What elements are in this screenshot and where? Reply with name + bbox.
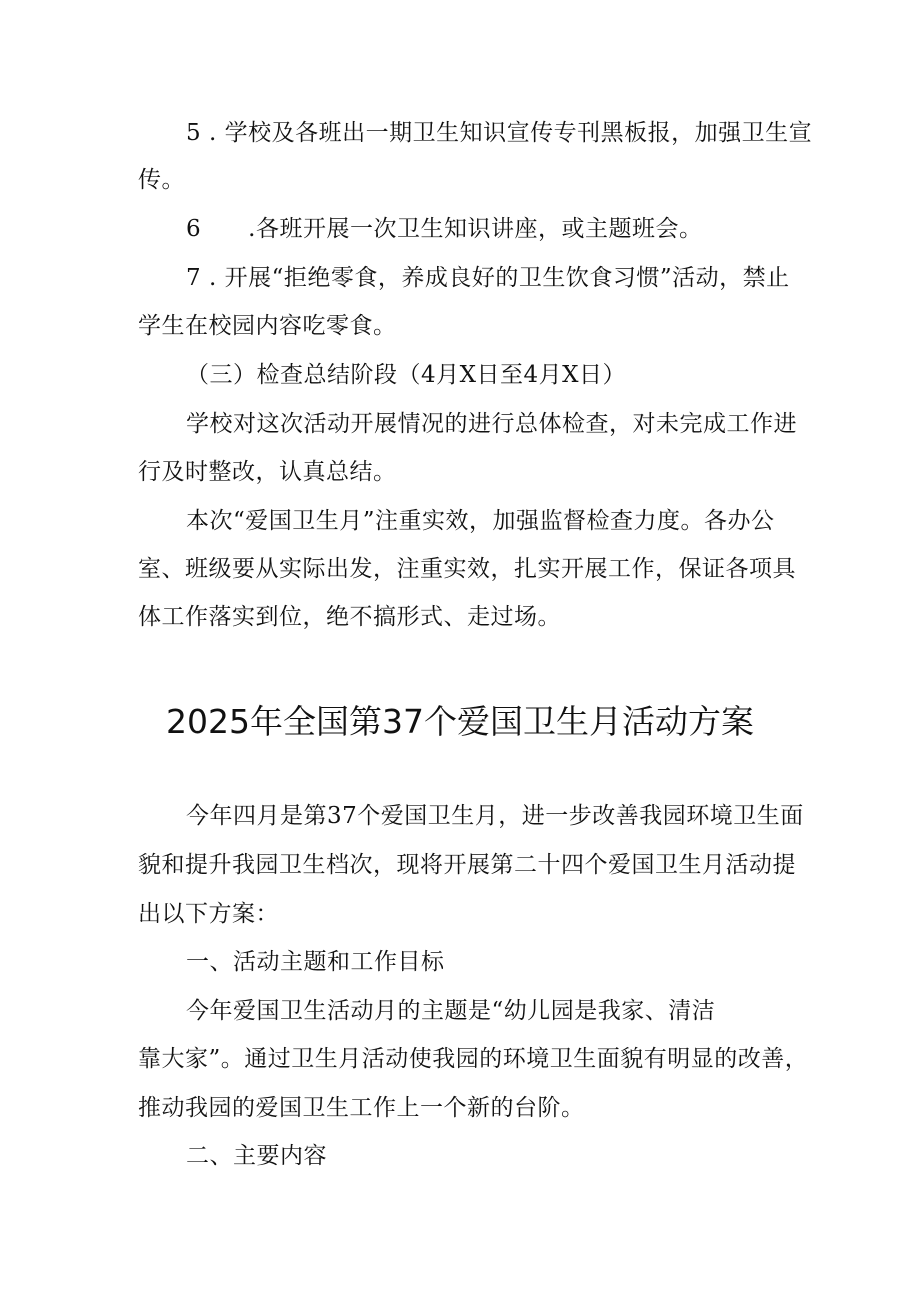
intro-line-3: 出以下方案： <box>138 901 279 927</box>
phase-3-line-1: 学校对这次活动开展情况的进行总体检查，对未完成工作进 <box>186 411 797 437</box>
item-7-line-2: 学生在校园内容吃零食。 <box>138 313 397 339</box>
document-title: 2025年全国第37个爱国卫生月活动方案 <box>166 702 754 741</box>
section-1-line-1: 今年爱国卫生活动月的主题是“幼儿园是我家、清洁 <box>186 998 716 1024</box>
item-5-line-1: 5 . 学校及各班出一期卫生知识宣传专刊黑板报，加强卫生宣 <box>186 120 813 146</box>
phase-3-line-2: 行及时整改，认真总结。 <box>138 459 397 485</box>
phase-3-heading: （三）检查总结阶段（4月X日至4月X日） <box>186 362 627 388</box>
item-5-line-2: 传。 <box>138 167 185 193</box>
summary-line-2: 室、班级要从实际出发，注重实效，扎实开展工作，保证各项具 <box>138 556 796 582</box>
section-1-line-3: 推动我园的爱国卫生工作上一个新的台阶。 <box>138 1095 585 1121</box>
section-2-heading: 二、主要内容 <box>186 1143 327 1169</box>
item-7-line-1: 7 . 开展“拒绝零食，养成良好的卫生饮食习惯”活动，禁止 <box>186 265 790 291</box>
section-1-line-2: 靠大家”。通过卫生月活动使我园的环境卫生面貌有明显的改善， <box>138 1046 809 1072</box>
summary-line-1: 本次“爱国卫生月”注重实效，加强监督检查力度。各办公 <box>186 508 775 534</box>
item-6: 6 .各班开展一次卫生知识讲座，或主题班会。 <box>186 216 703 242</box>
intro-line-2: 貌和提升我园卫生档次，现将开展第二十四个爱国卫生月活动提 <box>138 852 796 878</box>
summary-line-3: 体工作落实到位，绝不搞形式、走过场。 <box>138 604 561 630</box>
intro-line-1: 今年四月是第37个爱国卫生月，进一步改善我园环境卫生面 <box>186 803 804 829</box>
section-1-heading: 一、活动主题和工作目标 <box>186 949 445 975</box>
